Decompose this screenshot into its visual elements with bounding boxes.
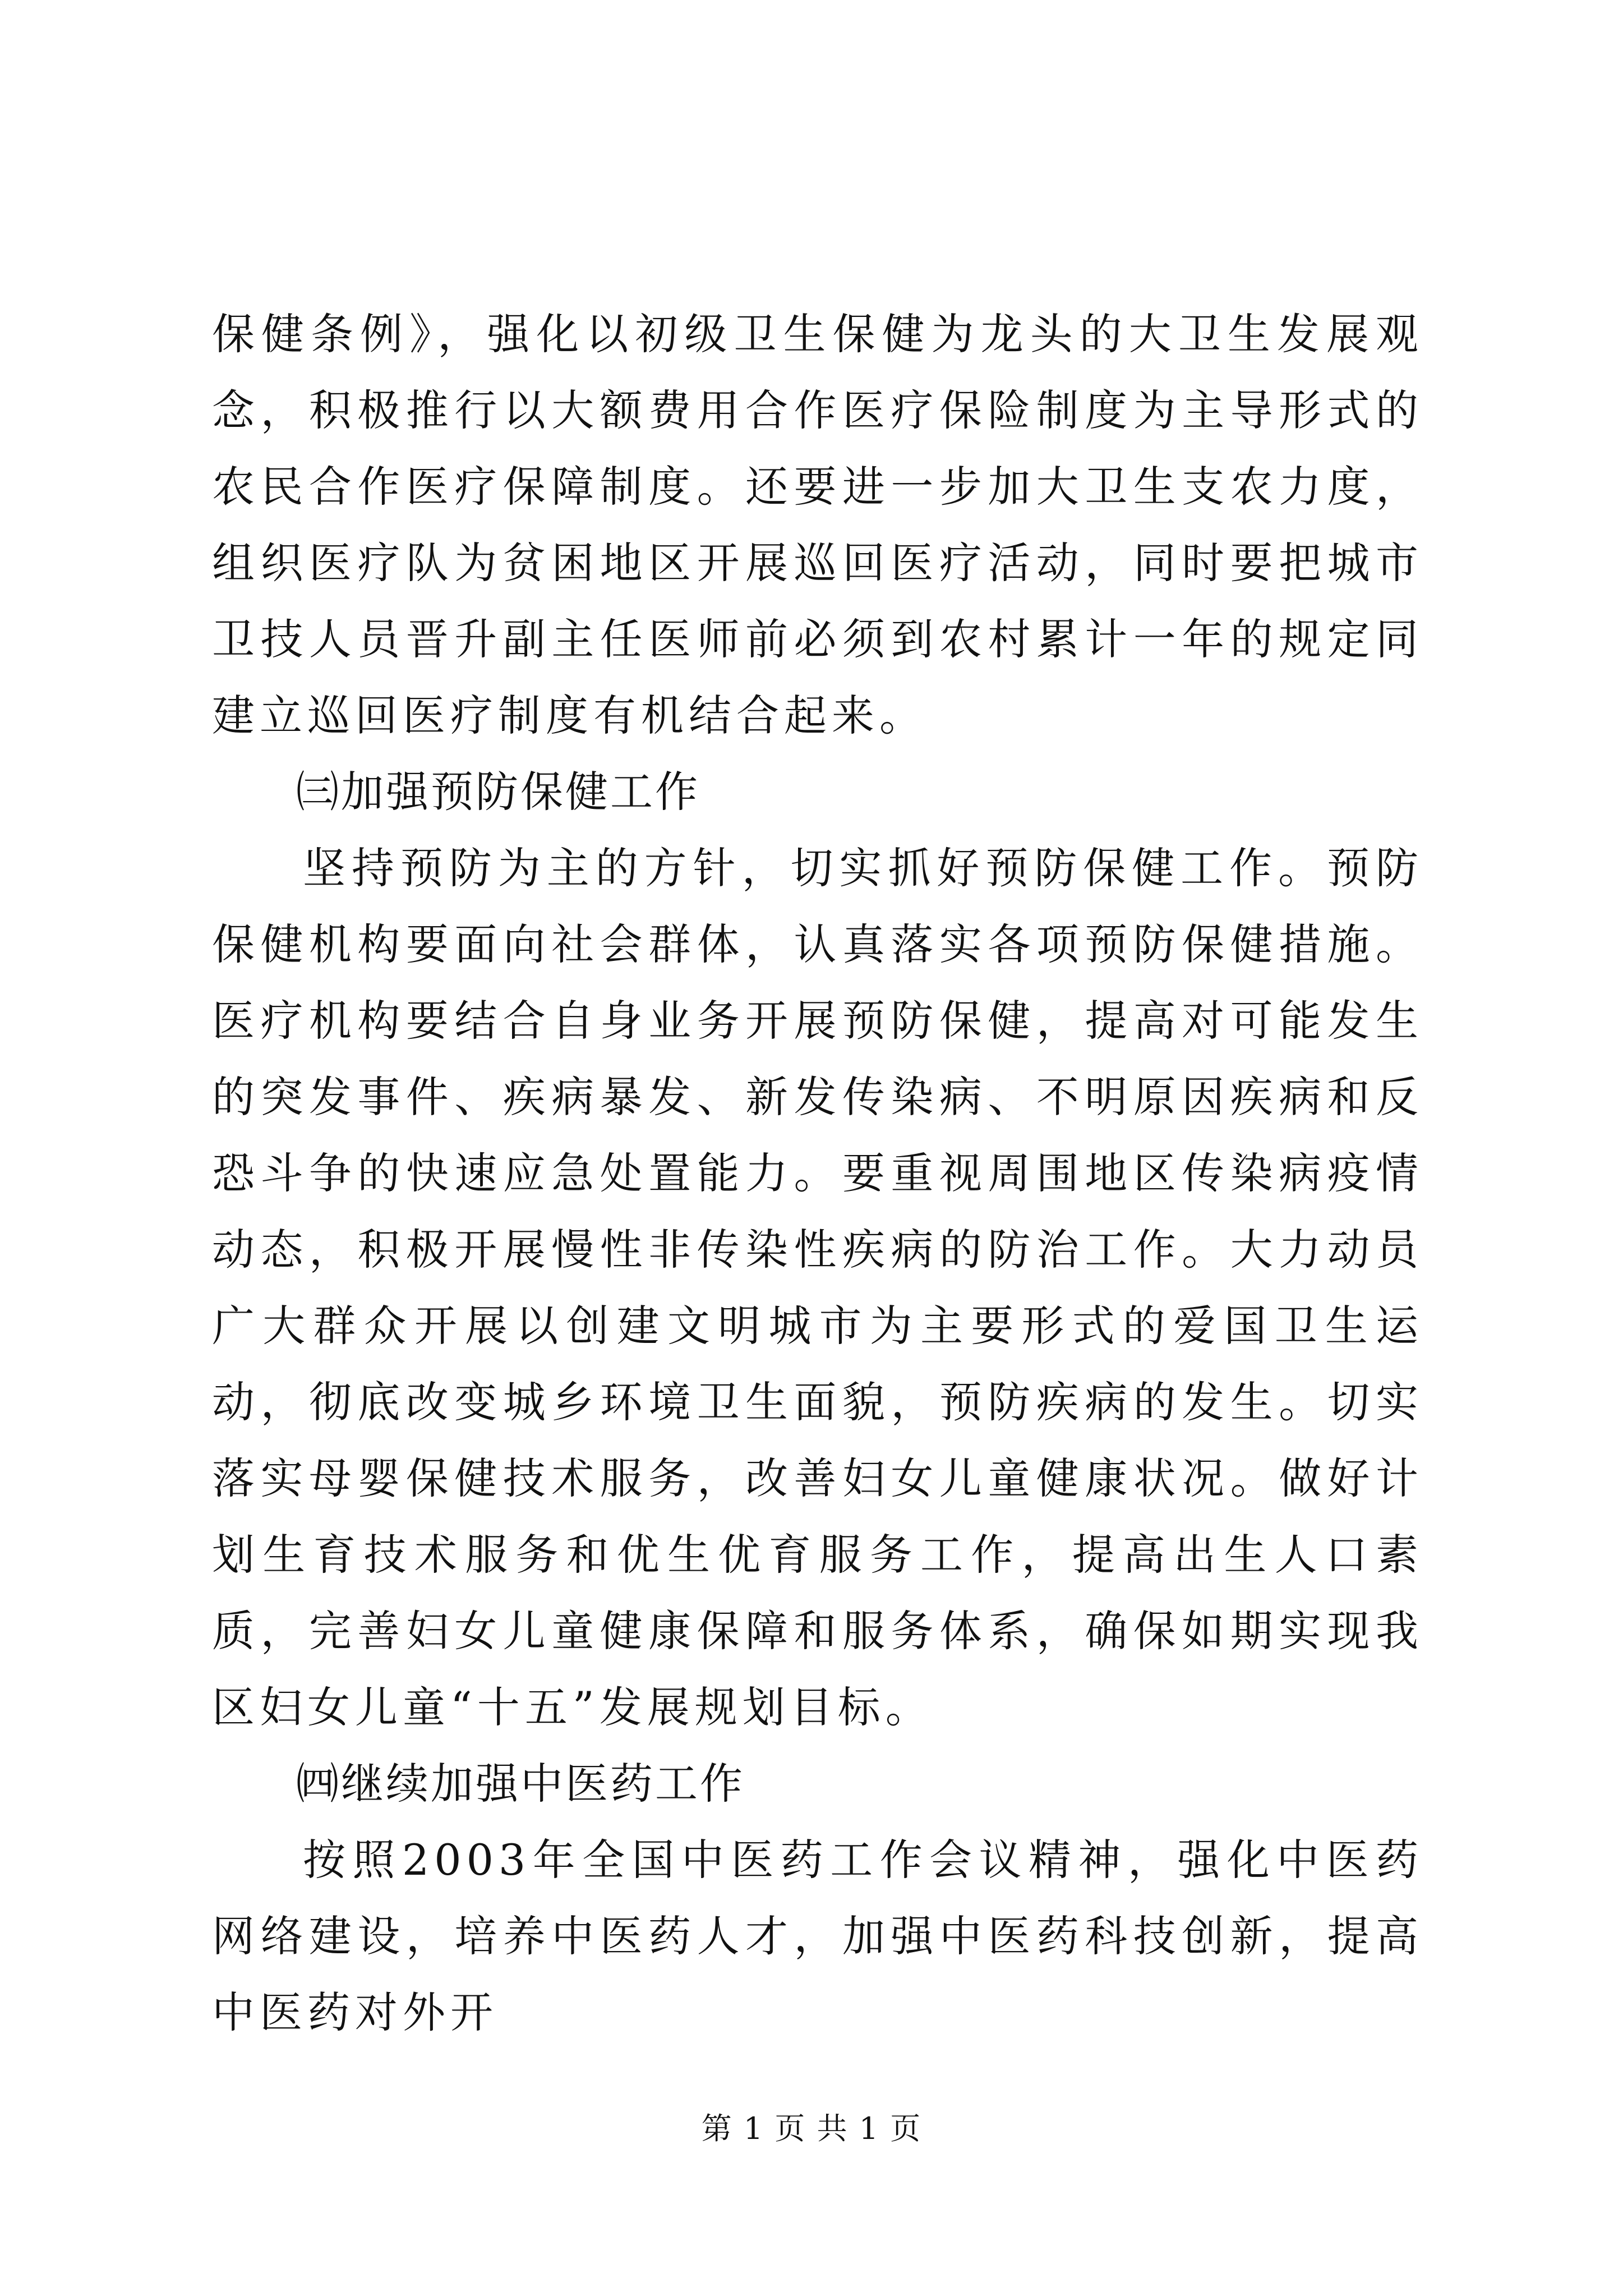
body-paragraph-2: 坚持预防为主的方针，切实抓好预防保健工作。预防保健机构要面向社会群体，认真落实各项预防保健措施。医疗机构要结合自身业务开展预防保健，提高对可能发生的突发事件、疾病暴发、新发传染病、不明原因疾病和反恐斗争的快速应急处置能力。要重视周围地区传染病疫情动态，积极开展慢性非传染性疾病的防治工作。大力动员广大群众开展以创建文明城市为主要形式的爱国卫生运动，彻底改变城乡环境卫生面貌，预防疾病的发生。切实落实母婴保健技术服务，改善妇女儿童健康状况。做好计划生育技术服务和优生优育服务工作，提高出生人口素质，完善妇女儿童健康保障和服务体系，确保如期实现我区妇女儿童“十五”发展规划目标。 [212, 843, 1423, 1732]
section-heading-3: ㈢加强预防保健工作 [296, 767, 700, 817]
page-footer: 第 1 页 共 1 页 [701, 2111, 922, 2146]
body-paragraph-1: 保健条例》，强化以初级卫生保健为龙头的大卫生发展观念，积极推行以大额费用合作医疗保险制度为主导形式的农民合作医疗保障制度。还要进一步加大卫生支农力度，组织医疗队为贫困地区开展巡回医疗活动，同时要把城市卫技人员晋升副主任医师前必须到农村累计一年的规定同建立巡回医疗制度有机结合起来。 [212, 309, 1423, 740]
body-paragraph-3: 按照2003年全国中医药工作会议精神，强化中医药网络建设，培养中医药人才，加强中医药科技创新，提高中医药对外开 [212, 1835, 1423, 2037]
section-heading-4: ㈣继续加强中医药工作 [296, 1759, 745, 1809]
document-body [212, 296, 1423, 2051]
